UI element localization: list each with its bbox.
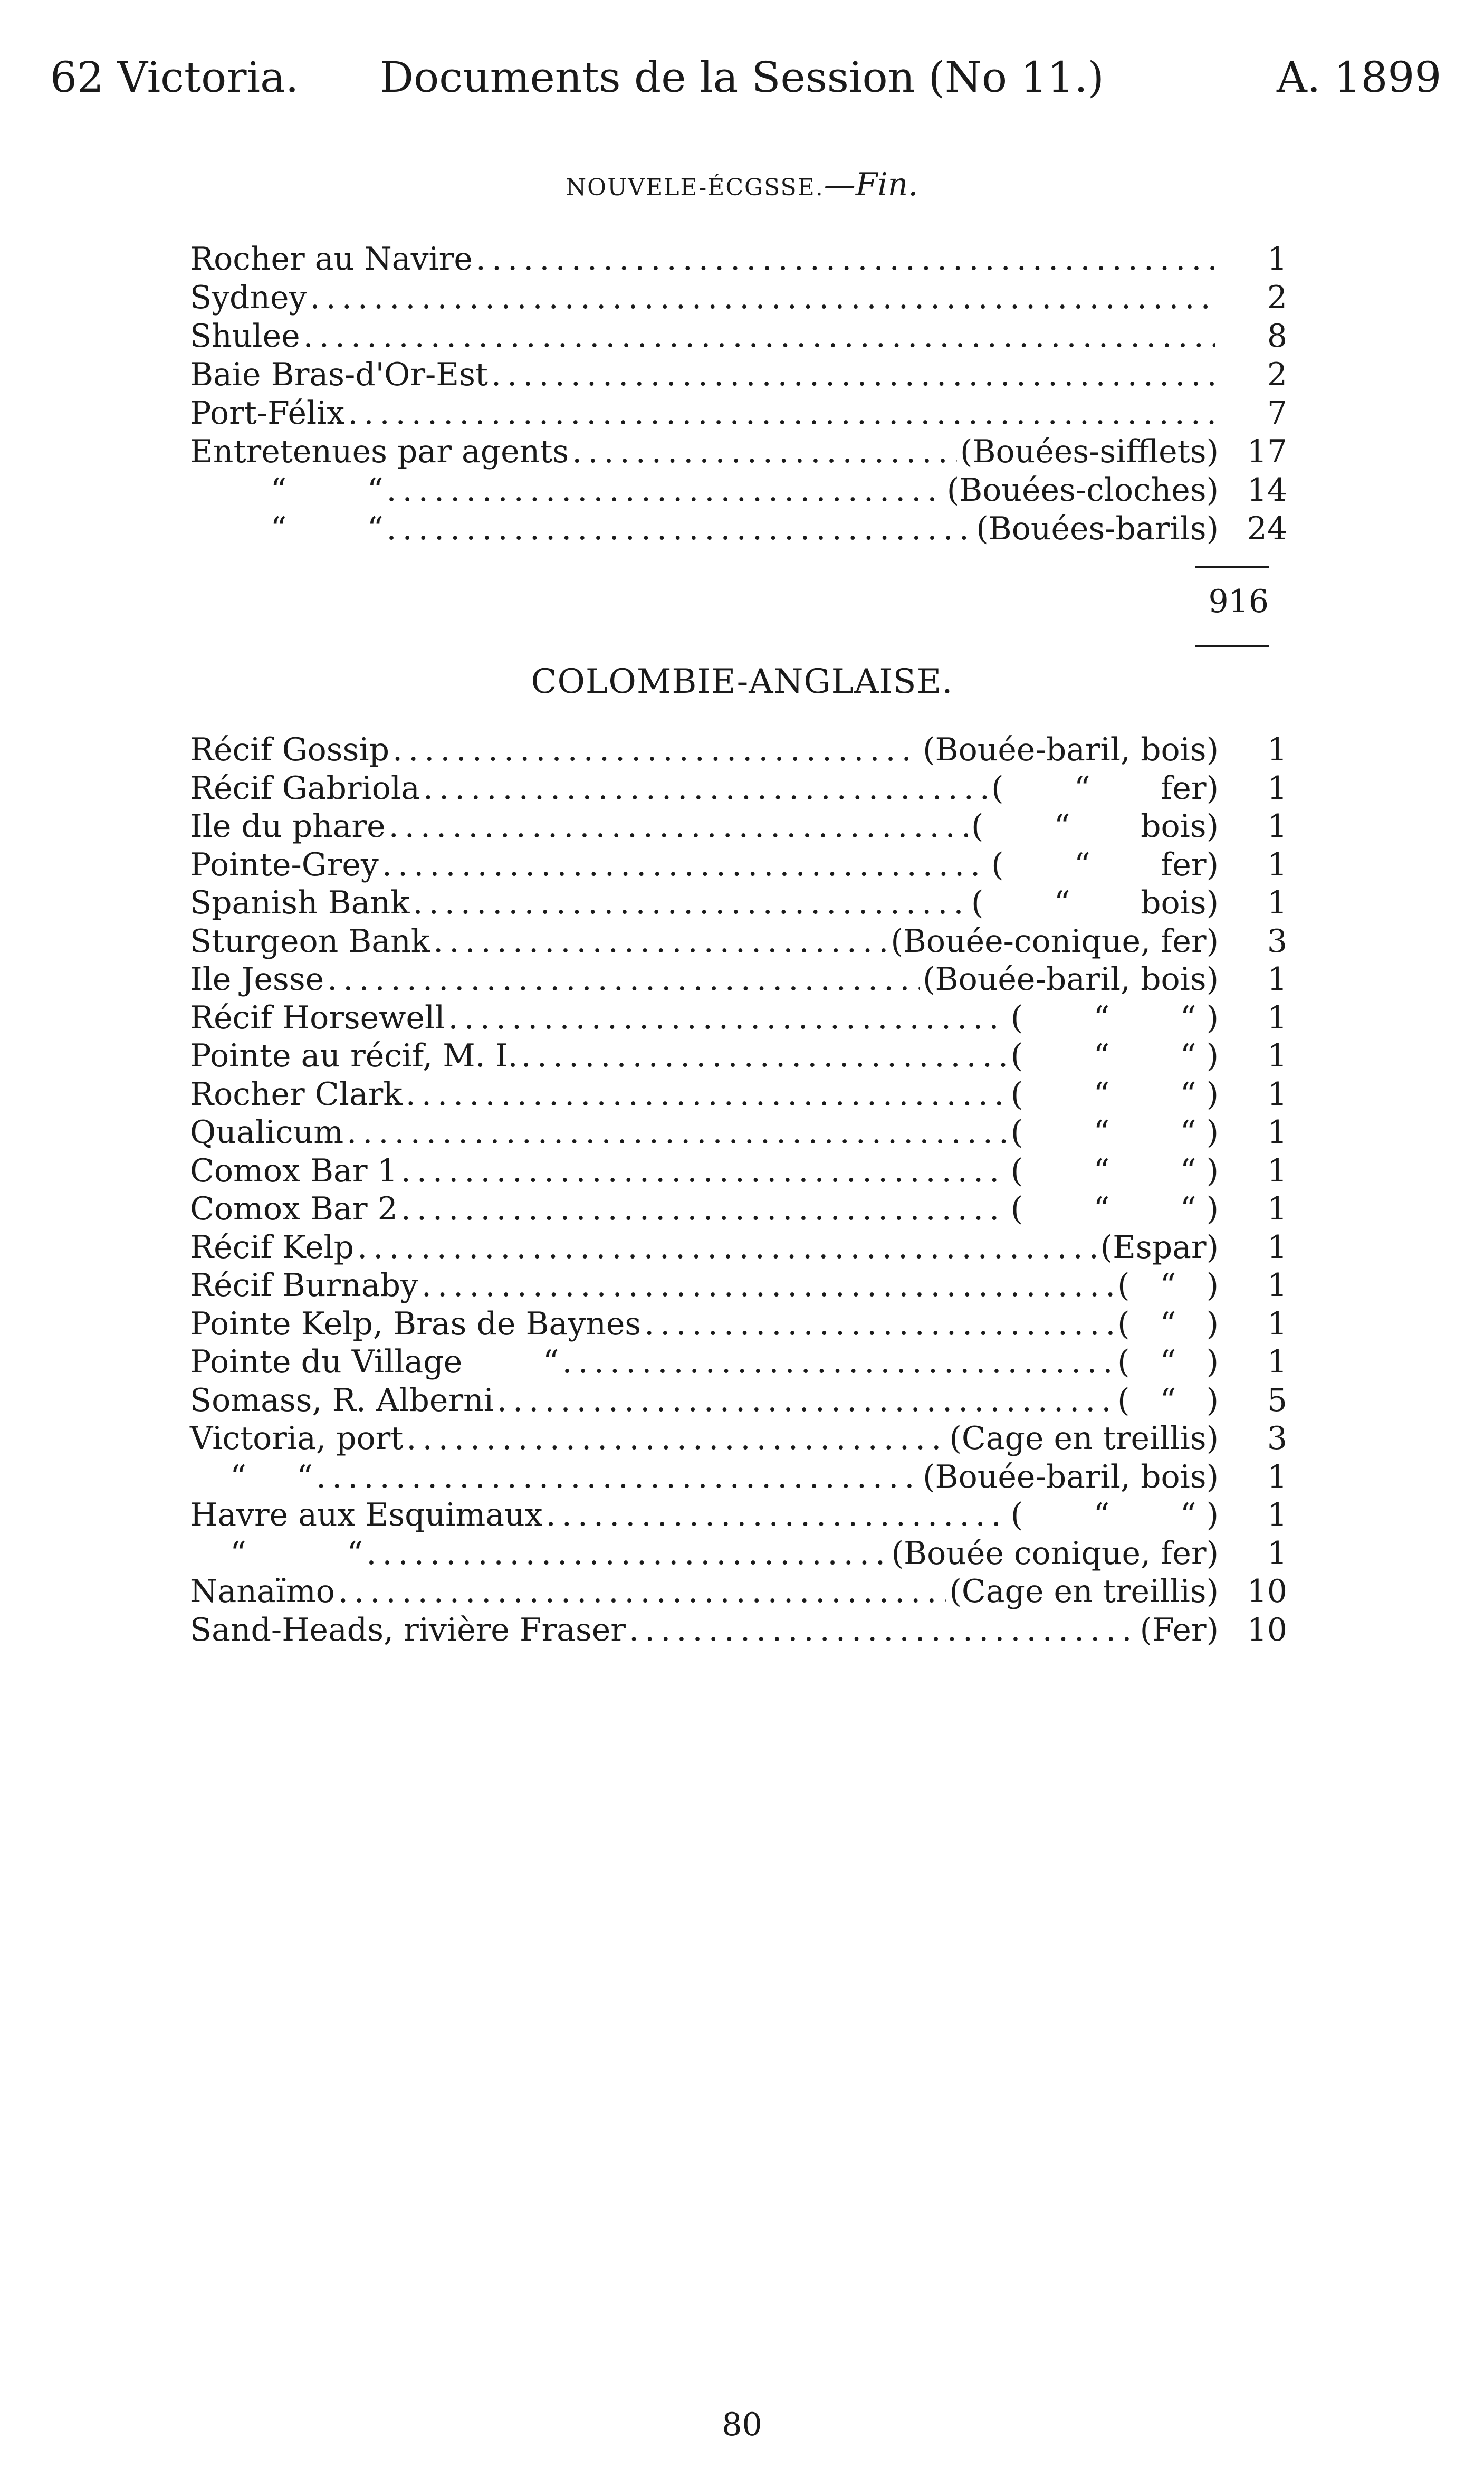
row-description: ( “ ) xyxy=(1117,1343,1219,1380)
row-name: Comox Bar 1 xyxy=(190,1152,398,1189)
leader-dots xyxy=(433,922,887,961)
section-total: 916 xyxy=(1208,583,1269,620)
leader-dots xyxy=(629,1611,1137,1650)
row-name: Récif Gabriola xyxy=(190,769,420,807)
row-name: “ “ xyxy=(190,1458,313,1495)
list-row xyxy=(190,1152,1287,1190)
row-count: 1 xyxy=(1267,731,1287,768)
row-description: (Cage en treillis) xyxy=(949,1573,1219,1610)
leader-dots xyxy=(422,1266,1114,1305)
list-row xyxy=(190,394,1287,433)
row-count: 1 xyxy=(1267,999,1287,1036)
leader-dots xyxy=(382,846,988,884)
row-count: 8 xyxy=(1267,318,1287,355)
row-name: Comox Bar 2 xyxy=(190,1190,398,1227)
row-description: ( “ “ ) xyxy=(1010,1190,1219,1227)
row-count: 1 xyxy=(1267,1305,1287,1342)
row-count: 24 xyxy=(1247,510,1287,547)
row-description: ( “ ) xyxy=(1117,1267,1219,1304)
row-description: (Bouée-conique, fer) xyxy=(891,922,1219,960)
list-row xyxy=(190,999,1287,1037)
row-count: 1 xyxy=(1267,846,1287,883)
row-count: 1 xyxy=(1267,241,1287,278)
list-row xyxy=(190,1037,1287,1075)
header-year: A. 1899 xyxy=(1277,53,1442,102)
nouvelle-ecosse-list xyxy=(190,240,1287,548)
row-name: Pointe du Village “ xyxy=(190,1343,559,1380)
leader-dots xyxy=(491,356,1215,394)
list-row xyxy=(190,279,1287,317)
section-title-colombie-anglaise: COLOMBIE-ANGLAISE. xyxy=(531,662,953,701)
leader-dots xyxy=(448,999,1007,1037)
leader-dots xyxy=(497,1381,1114,1420)
row-count: 1 xyxy=(1267,1458,1287,1495)
leader-dots xyxy=(387,510,973,548)
colombie-anglaise-list xyxy=(190,731,1287,1649)
list-row xyxy=(190,731,1287,769)
list-row xyxy=(190,1075,1287,1114)
row-name: Rocher au Navire xyxy=(190,241,473,278)
leader-dots xyxy=(357,1228,1097,1267)
row-name: Ile Jesse xyxy=(190,961,324,998)
section-title-nouvelle-ecosse xyxy=(0,166,1484,203)
row-count: 1 xyxy=(1267,1037,1287,1074)
row-name: “ “ xyxy=(190,472,384,509)
row-count: 7 xyxy=(1267,395,1287,432)
row-name: Somass, R. Alberni xyxy=(190,1381,494,1419)
row-description: (Bouée conique, fer) xyxy=(891,1534,1219,1572)
row-description: (Bouées-barils) xyxy=(976,510,1219,547)
leader-dots xyxy=(327,960,920,999)
row-description: ( “ “ ) xyxy=(1010,1152,1219,1189)
row-name: Récif Horsewell xyxy=(190,999,445,1036)
section-title-suffix: —Fin. xyxy=(824,166,918,203)
row-name: “ “ xyxy=(190,1534,363,1572)
list-row xyxy=(190,1458,1287,1496)
row-description: ( “ “ ) xyxy=(1010,1114,1219,1151)
row-name: Pointe Kelp, Bras de Baynes xyxy=(190,1305,642,1342)
row-name: Sturgeon Bank xyxy=(190,922,430,960)
total-rule-bottom xyxy=(1195,645,1269,647)
list-row xyxy=(190,1305,1287,1343)
row-count: 2 xyxy=(1267,279,1287,316)
list-row xyxy=(190,317,1287,356)
leader-dots xyxy=(401,1152,1008,1190)
row-count: 1 xyxy=(1267,808,1287,845)
row-count: 17 xyxy=(1247,433,1287,470)
leader-dots xyxy=(389,807,968,846)
leader-dots xyxy=(562,1343,1115,1381)
list-row xyxy=(190,1228,1287,1267)
row-count: 1 xyxy=(1267,1267,1287,1304)
row-description: (Fer) xyxy=(1140,1611,1219,1648)
row-count: 1 xyxy=(1267,1228,1287,1266)
row-name: Récif Gossip xyxy=(190,731,389,768)
list-row xyxy=(190,1266,1287,1305)
row-name: Spanish Bank xyxy=(190,884,410,921)
row-count: 1 xyxy=(1267,1114,1287,1151)
row-count: 1 xyxy=(1267,1190,1287,1227)
leader-dots xyxy=(348,394,1215,433)
row-count: 2 xyxy=(1267,356,1287,393)
row-name: Sand-Heads, rivière Fraser xyxy=(190,1611,626,1648)
row-count: 3 xyxy=(1267,922,1287,960)
list-row xyxy=(190,769,1287,808)
leader-dots xyxy=(387,471,944,510)
list-row xyxy=(190,960,1287,999)
leader-dots xyxy=(392,731,920,769)
list-row xyxy=(190,1496,1287,1534)
row-description: ( “ “ ) xyxy=(1010,1037,1219,1074)
leader-dots xyxy=(572,433,957,471)
leader-dots xyxy=(476,240,1215,279)
row-description: ( “ ) xyxy=(1117,1305,1219,1342)
list-row xyxy=(190,471,1287,510)
row-name: Entretenues par agents xyxy=(190,433,569,470)
list-row xyxy=(190,1381,1287,1420)
row-count: 1 xyxy=(1267,884,1287,921)
row-name: Pointe au récif, M. I. xyxy=(190,1037,518,1074)
list-row xyxy=(190,433,1287,471)
row-description: ( “ fer) xyxy=(991,769,1219,807)
row-description: (Bouées-sifflets) xyxy=(960,433,1219,470)
list-row xyxy=(190,922,1287,961)
row-name: Port-Félix xyxy=(190,395,345,432)
total-rule-top xyxy=(1195,566,1269,568)
row-count: 1 xyxy=(1267,1343,1287,1380)
row-count: 1 xyxy=(1267,1496,1287,1533)
row-count: 5 xyxy=(1267,1381,1287,1419)
leader-dots xyxy=(413,884,968,922)
list-row xyxy=(190,240,1287,279)
row-name: Baie Bras-d'Or-Est xyxy=(190,356,488,393)
leader-dots xyxy=(406,1075,1008,1114)
leader-dots xyxy=(423,769,988,808)
row-name: Pointe-Grey xyxy=(190,846,379,883)
header-document-title: Documents de la Session (No 11.) xyxy=(380,53,1104,102)
leader-dots xyxy=(310,279,1215,317)
leader-dots xyxy=(406,1419,946,1458)
leader-dots xyxy=(366,1534,888,1573)
row-count: 1 xyxy=(1267,1534,1287,1572)
leader-dots xyxy=(546,1496,1008,1534)
row-description: (Bouées-cloches) xyxy=(946,472,1219,509)
row-description: ( “ fer) xyxy=(991,846,1219,883)
page-number: 80 xyxy=(722,2406,762,2443)
row-description: ( “ ) xyxy=(1117,1381,1219,1419)
row-name: Victoria, port xyxy=(190,1420,404,1457)
row-name: Havre aux Esquimaux xyxy=(190,1496,543,1533)
row-description: (Espar) xyxy=(1100,1228,1219,1266)
leader-dots xyxy=(303,317,1215,356)
list-row xyxy=(190,1190,1287,1228)
list-row xyxy=(190,356,1287,394)
row-name: Récif Kelp xyxy=(190,1228,355,1266)
row-description: (Bouée-baril, bois) xyxy=(923,731,1219,768)
list-row xyxy=(190,846,1287,884)
list-row xyxy=(190,1611,1287,1650)
list-row xyxy=(190,807,1287,846)
row-name: Rocher Clark xyxy=(190,1075,403,1113)
list-row xyxy=(190,1113,1287,1152)
row-count: 10 xyxy=(1247,1611,1287,1648)
leader-dots xyxy=(347,1113,1008,1152)
leader-dots xyxy=(644,1305,1114,1343)
list-row xyxy=(190,884,1287,922)
header-session-year: 62 Victoria. xyxy=(50,53,299,102)
row-description: (Bouée-baril, bois) xyxy=(923,961,1219,998)
list-row xyxy=(190,510,1287,548)
leader-dots xyxy=(316,1458,920,1496)
leader-dots xyxy=(338,1572,946,1611)
row-name: Shulee xyxy=(190,318,300,355)
list-row xyxy=(190,1343,1287,1381)
row-description: ( “ bois) xyxy=(971,884,1219,921)
row-name: Qualicum xyxy=(190,1114,344,1151)
row-count: 3 xyxy=(1267,1420,1287,1457)
row-name: Récif Burnaby xyxy=(190,1267,418,1304)
section-title-text: NOUVELE-ÉCGSSE. xyxy=(566,174,824,201)
row-count: 1 xyxy=(1267,961,1287,998)
row-count: 1 xyxy=(1267,769,1287,807)
list-row xyxy=(190,1419,1287,1458)
row-description: ( “ “ ) xyxy=(1010,1075,1219,1113)
row-description: ( “ “ ) xyxy=(1010,999,1219,1036)
row-count: 10 xyxy=(1247,1573,1287,1610)
row-count: 14 xyxy=(1247,472,1287,509)
list-row xyxy=(190,1534,1287,1573)
row-name: Ile du phare xyxy=(190,808,386,845)
row-name: “ “ xyxy=(190,510,384,547)
leader-dots xyxy=(521,1037,1008,1075)
row-name: Nanaïmo xyxy=(190,1573,335,1610)
page-header xyxy=(0,53,1484,111)
list-row xyxy=(190,1572,1287,1611)
row-count: 1 xyxy=(1267,1152,1287,1189)
row-count: 1 xyxy=(1267,1075,1287,1113)
row-description: (Cage en treillis) xyxy=(949,1420,1219,1457)
leader-dots xyxy=(401,1190,1008,1228)
row-description: ( “ bois) xyxy=(971,808,1219,845)
row-description: (Bouée-baril, bois) xyxy=(923,1458,1219,1495)
row-name: Sydney xyxy=(190,279,307,316)
row-description: ( “ “ ) xyxy=(1010,1496,1219,1533)
